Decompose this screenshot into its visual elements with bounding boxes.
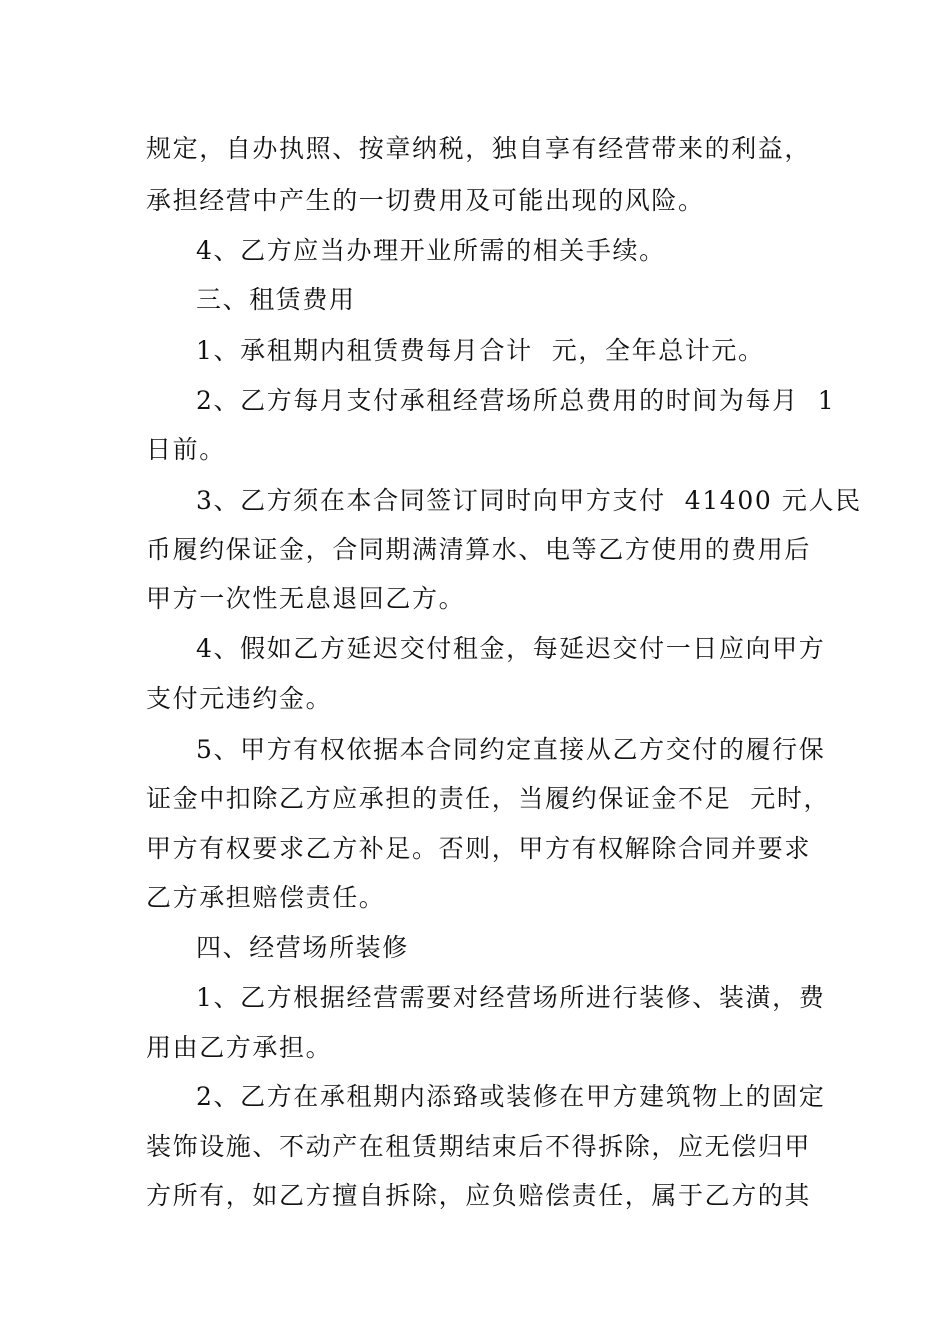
text-line: 承担经营中产生的一切费用及可能出现的风险。: [146, 186, 705, 215]
section-heading: 三、租赁费用: [196, 285, 356, 314]
text-line: 3、乙方须在本合同签订同时向甲方支付 41400 元人民: [196, 486, 862, 515]
text-line: 规定，自办执照、按章纳税，独自享有经营带来的利益，: [146, 134, 812, 163]
text-line: 装饰设施、不动产在租赁期结束后不得拆除，应无偿归甲: [146, 1132, 812, 1161]
text-line: 证金中扣除乙方应承担的责任，当履约保证金不足 元时，: [146, 784, 831, 813]
text-line: 1、乙方根据经营需要对经营场所进行装修、装潢，费: [196, 983, 826, 1012]
text-line: 2、乙方在承租期内添臵或装修在甲方建筑物上的固定: [196, 1082, 826, 1111]
text-line: 乙方承担赔偿责任。: [146, 883, 386, 912]
section-heading: 四、经营场所装修: [196, 933, 409, 962]
text-line: 4、假如乙方延迟交付租金，每延迟交付一日应向甲方: [196, 634, 826, 663]
text-line: 用由乙方承担。: [146, 1033, 333, 1062]
text-line: 甲方一次性无息退回乙方。: [146, 584, 466, 613]
text-line: 方所有，如乙方擅自拆除，应负赔偿责任，属于乙方的其: [146, 1181, 812, 1210]
text-line: 日前。: [146, 435, 226, 464]
text-line: 支付元违约金。: [146, 684, 333, 713]
text-line: 2、乙方每月支付承租经营场所总费用的时间为每月 1: [196, 386, 836, 415]
text-line: 4、乙方应当办理开业所需的相关手续。: [196, 236, 666, 265]
text-line: 甲方有权要求乙方补足。否则，甲方有权解除合同并要求: [146, 834, 812, 863]
text-line: 1、承租期内租赁费每月合计 元，全年总计元。: [196, 336, 765, 365]
text-line: 5、甲方有权依据本合同约定直接从乙方交付的履行保: [196, 735, 826, 764]
text-line: 币履约保证金，合同期满清算水、电等乙方使用的费用后: [146, 535, 812, 564]
